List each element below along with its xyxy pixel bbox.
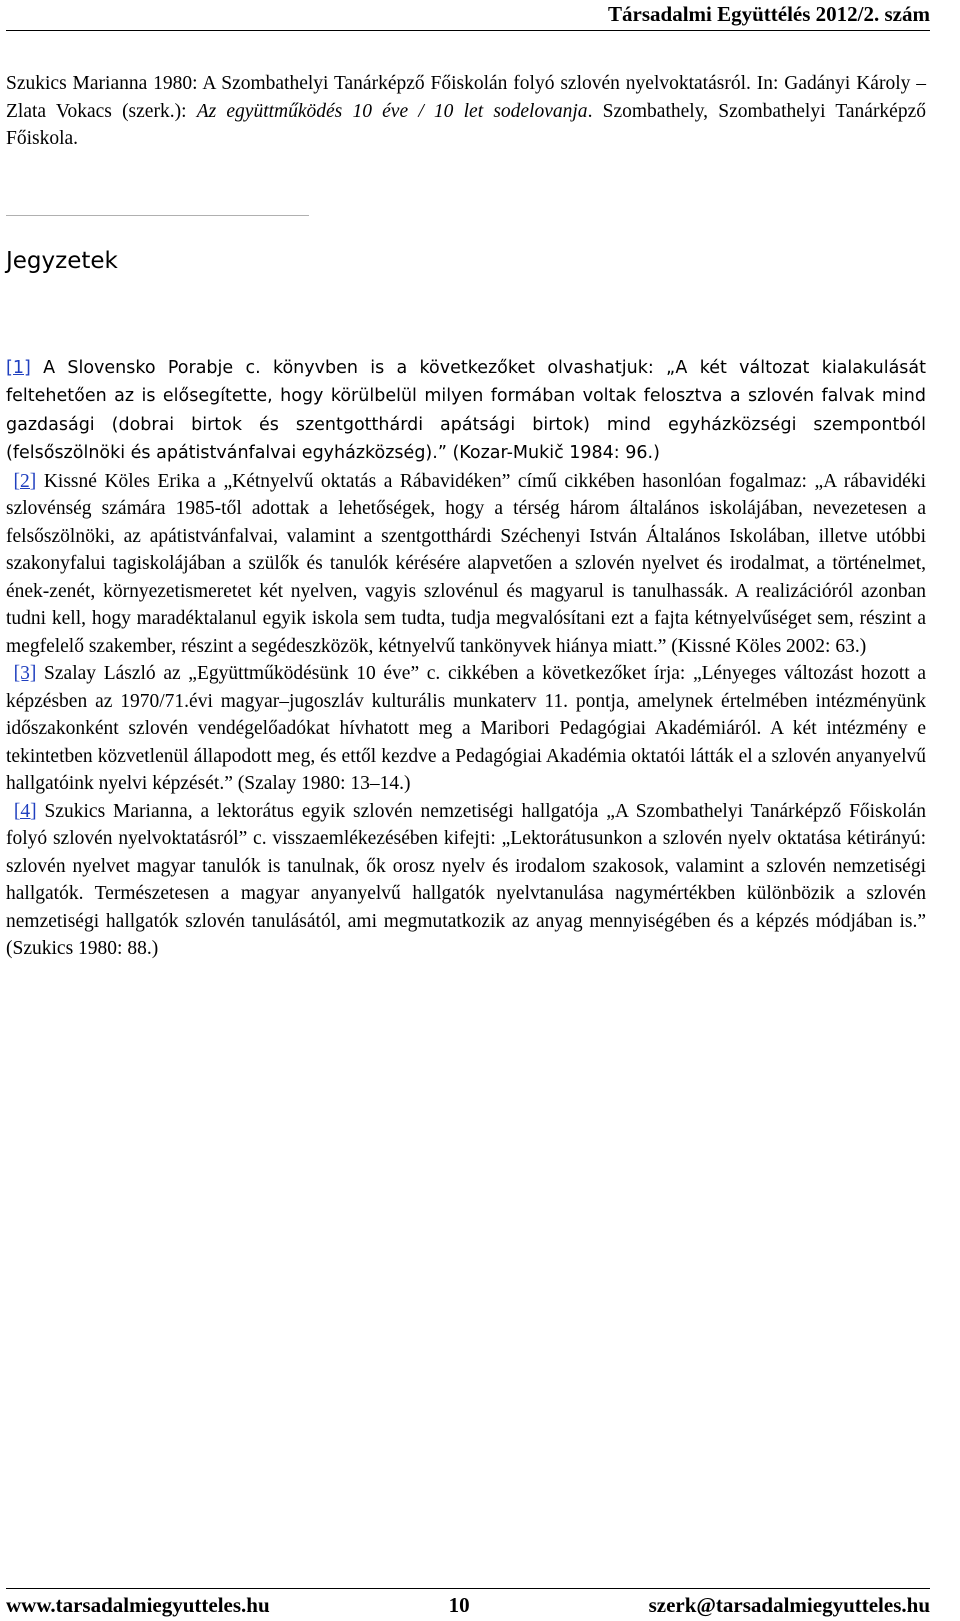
header-rule — [6, 30, 930, 31]
reference-title: Az együttműködés 10 éve / 10 let sodelovanja — [196, 100, 588, 122]
footer-website[interactable]: www.tarsadalmiegyutteles.hu — [6, 1593, 270, 1617]
footnote-4-text: Szukics Marianna, a lektorátus egyik szlovén nemzetiségi hallgatója „A Szombathelyi Tanárképző Főiskolán folyó szlovén nyelvoktatásról” c. visszaemlékezésében kifejti: „Lektorátusunkon a szlovén nyelv oktatása kétirányú: szlovén nyelvet magyar tanulók is tanulnak, ők orosz nyelv és irodalom szakosok, valamint a szlovén nemzetiségi hallgatók. Természetesen a magyar anyanyelvű hallgatók nyelvtanulása nagymértékben különbözik a szlovén nemzetiségi hallgatók szlovén tanulásától, ami megmutatkozik az anyag mennyiségében és a képzés módjában is.” (Szukics 1980: 88.) — [6, 800, 927, 959]
footnote-1-link[interactable]: [1] — [6, 357, 31, 378]
footnote-1-text: könyvben is a következőket olvashatjuk: „A két változat kialakulását feltehetően az is elősegítette, hogy körülbelül milyen formában voltak felosztva a szlovén falvak mind gazdasági (dobrai birtok és szentgotthárdi apátsági birtok) mind egyházközségi szempontból (felsőszölnöki és apátistvánfalvai egyházközség).” (Kozar-Mukič 1984: 96.) — [6, 357, 926, 463]
reference-publisher: . Szombathely, Szombathelyi Tanárképző Főiskola. — [6, 100, 926, 149]
notes-heading: Jegyzetek — [6, 247, 118, 274]
notes-separator — [6, 215, 309, 216]
journal-header: Társadalmi Együttélés 2012/2. szám — [608, 2, 930, 26]
footnote-3 — [6, 660, 926, 798]
reference-text: Szukics Marianna 1980: A Szombathelyi Tanárképző Főiskolán folyó szlovén nyelvoktatásról. In: Gadányi Károly – Zlata Vokacs (szerk.): — [6, 73, 926, 122]
footnote-2-text: Kissné Köles Erika a „Kétnyelvű oktatás a Rábavidéken” című cikkében hasonlóan fogalmaz: „A rábavidéki szlovénség számára 1985-től adottak a lehetőségek, hogy a térség három általános iskolájában, nevezetesen a felsőszölnöki, az apátistvánfalvai, valamint a szentgotthárdi Széchenyi István Általános Iskolában, illetve utóbbi szakonyfalui tagiskolájában a szülők és tanulók kérésére alapvetően a szlovén nyelvet és irodalmat, a történelmet, ének-zenét, környezetismeretet két nyelven, vagyis szlovénul és magyarul is tanulhassák. A realizációról azonban tudni kell, hogy maradéktalanul egyik iskola sem tudta, tudja megvalósítani ezt a fajta kétnyelvűséget sem, részint a megfelelő szakember, részint a segédeszközök, kétnyelvű tankönyvek hiánya miatt.” (Kissné Köles 2002: 63.) — [6, 470, 926, 657]
footnote-3-link[interactable]: [3] — [13, 663, 37, 684]
footnote-4-link[interactable]: [4] — [13, 800, 37, 822]
footnote-1 — [6, 354, 926, 468]
footnote-2 — [6, 468, 926, 661]
reference-entry — [6, 70, 926, 153]
footer-rule — [6, 1588, 930, 1589]
footnote-4 — [6, 798, 926, 963]
page-footer — [6, 1592, 930, 1618]
footer-email[interactable]: szerk@tarsadalmiegyutteles.hu — [648, 1593, 930, 1617]
footnote-2-link[interactable]: [2] — [13, 470, 37, 492]
footnote-1-lead: A Slovensko Porabje c. — [30, 357, 261, 378]
footnote-3-text: Szalay László az „Együttműködésünk 10 éve” c. cikkében a következőket írja: „Lényeges változást hozott a képzésben az 1970/71.évi magyar–jugoszláv kulturális munkaterv 11. pontja, amelynek értelmében intézményünk időszakonként szlovén vendégelőadókat hívhatott meg a Maribori Pedagógiai Akadémiáról. A két intézmény e tekintetben közvetlenül állapodott meg, és ettől kezdve a Pedagógiai Akadémia oktatói látták el a szlovén anyanyelvű hallgatóink nyelvi képzését.” (Szalay 1980: 13–14.) — [6, 663, 926, 794]
footer-page-number: 10 — [448, 1593, 470, 1617]
page-body — [6, 70, 926, 963]
